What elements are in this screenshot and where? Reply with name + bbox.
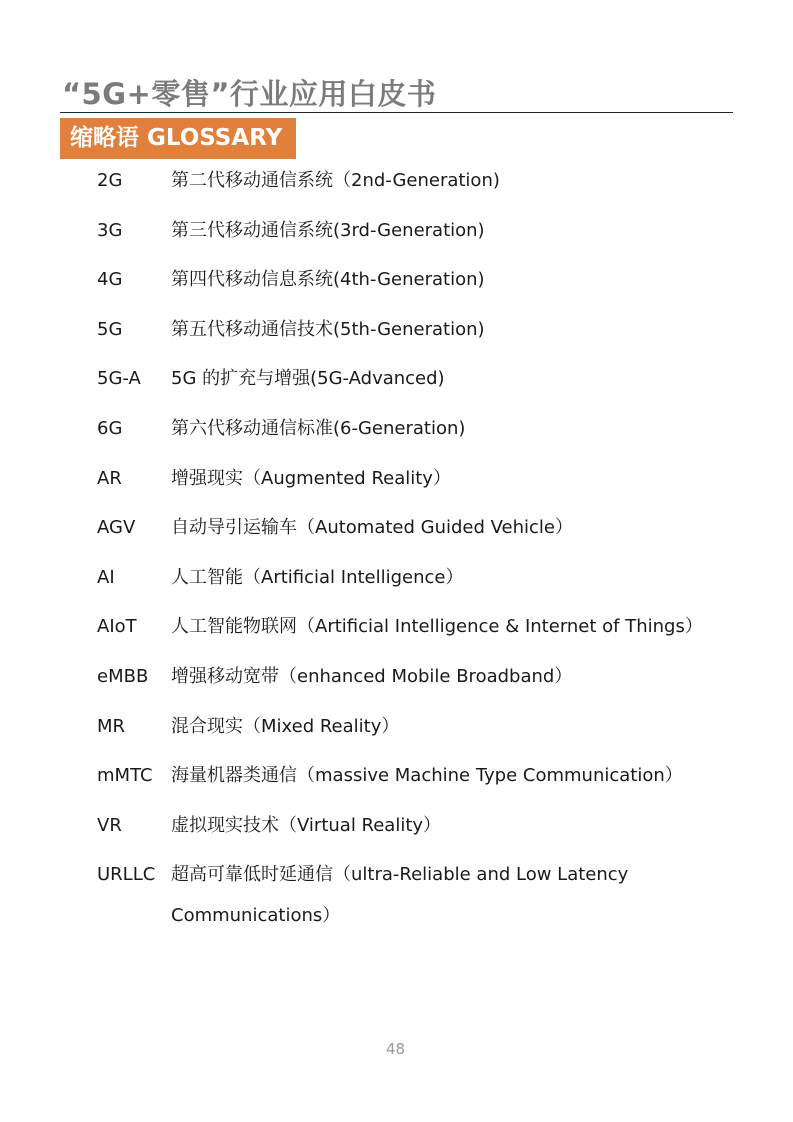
glossary-term: 5G-A <box>97 368 141 390</box>
glossary-definition: 人工智能物联网（Artificial Intelligence & Internet of Things） <box>171 616 703 638</box>
glossary-term: AIoT <box>97 616 137 638</box>
page-number: 48 <box>386 1040 406 1058</box>
glossary-term: 2G <box>97 170 123 191</box>
glossary-definition: 虚拟现实技术（Virtual Reality） <box>171 814 442 836</box>
glossary-definition: 自动导引运输车（Automated Guided Vehicle） <box>171 517 574 539</box>
glossary-definition: 第三代移动通信系统(3rd-Generation) <box>171 219 485 241</box>
glossary-definition: 第二代移动通信系统（2nd-Generation) <box>171 170 500 191</box>
glossary-definition: 5G 的扩充与增强(5G-Advanced) <box>171 368 445 390</box>
glossary-definition: 增强移动宽带（enhanced Mobile Broadband） <box>171 666 573 687</box>
glossary-term: 6G <box>97 418 123 439</box>
glossary-term: MR <box>97 715 126 737</box>
glossary-term: URLLC <box>97 864 156 886</box>
glossary-definition: 混合现实（Mixed Reality） <box>171 715 400 737</box>
glossary-definition: 增强现实（Augmented Reality） <box>171 467 451 489</box>
section-heading: 缩略语 GLOSSARY <box>60 118 296 159</box>
glossary-term: eMBB <box>97 666 149 687</box>
glossary-term: mMTC <box>97 765 153 787</box>
glossary-term: 3G <box>97 219 123 241</box>
glossary-definition: 超高可靠低时延通信（ultra-Reliable and Low Latency <box>171 864 629 886</box>
glossary-term: VR <box>97 814 122 836</box>
glossary-term: AI <box>97 566 115 588</box>
glossary-definition: 第五代移动通信技术(5th-Generation) <box>171 318 485 340</box>
glossary-term: AGV <box>97 517 136 539</box>
glossary-term: 4G <box>97 269 123 291</box>
glossary-definition: 第六代移动通信标准(6-Generation) <box>171 418 466 439</box>
glossary-term: 5G <box>97 318 123 340</box>
glossary-definition-continued: Communications） <box>171 905 341 927</box>
glossary-definition: 第四代移动信息系统(4th-Generation) <box>171 269 485 291</box>
glossary-term: AR <box>97 467 122 489</box>
glossary-definition: 海量机器类通信（massive Machine Type Communication） <box>171 765 683 787</box>
document-title: “5G+零售”行业应用白皮书 <box>62 77 437 111</box>
header-divider <box>60 112 733 113</box>
glossary-definition: 人工智能（Artificial Intelligence） <box>171 566 464 588</box>
